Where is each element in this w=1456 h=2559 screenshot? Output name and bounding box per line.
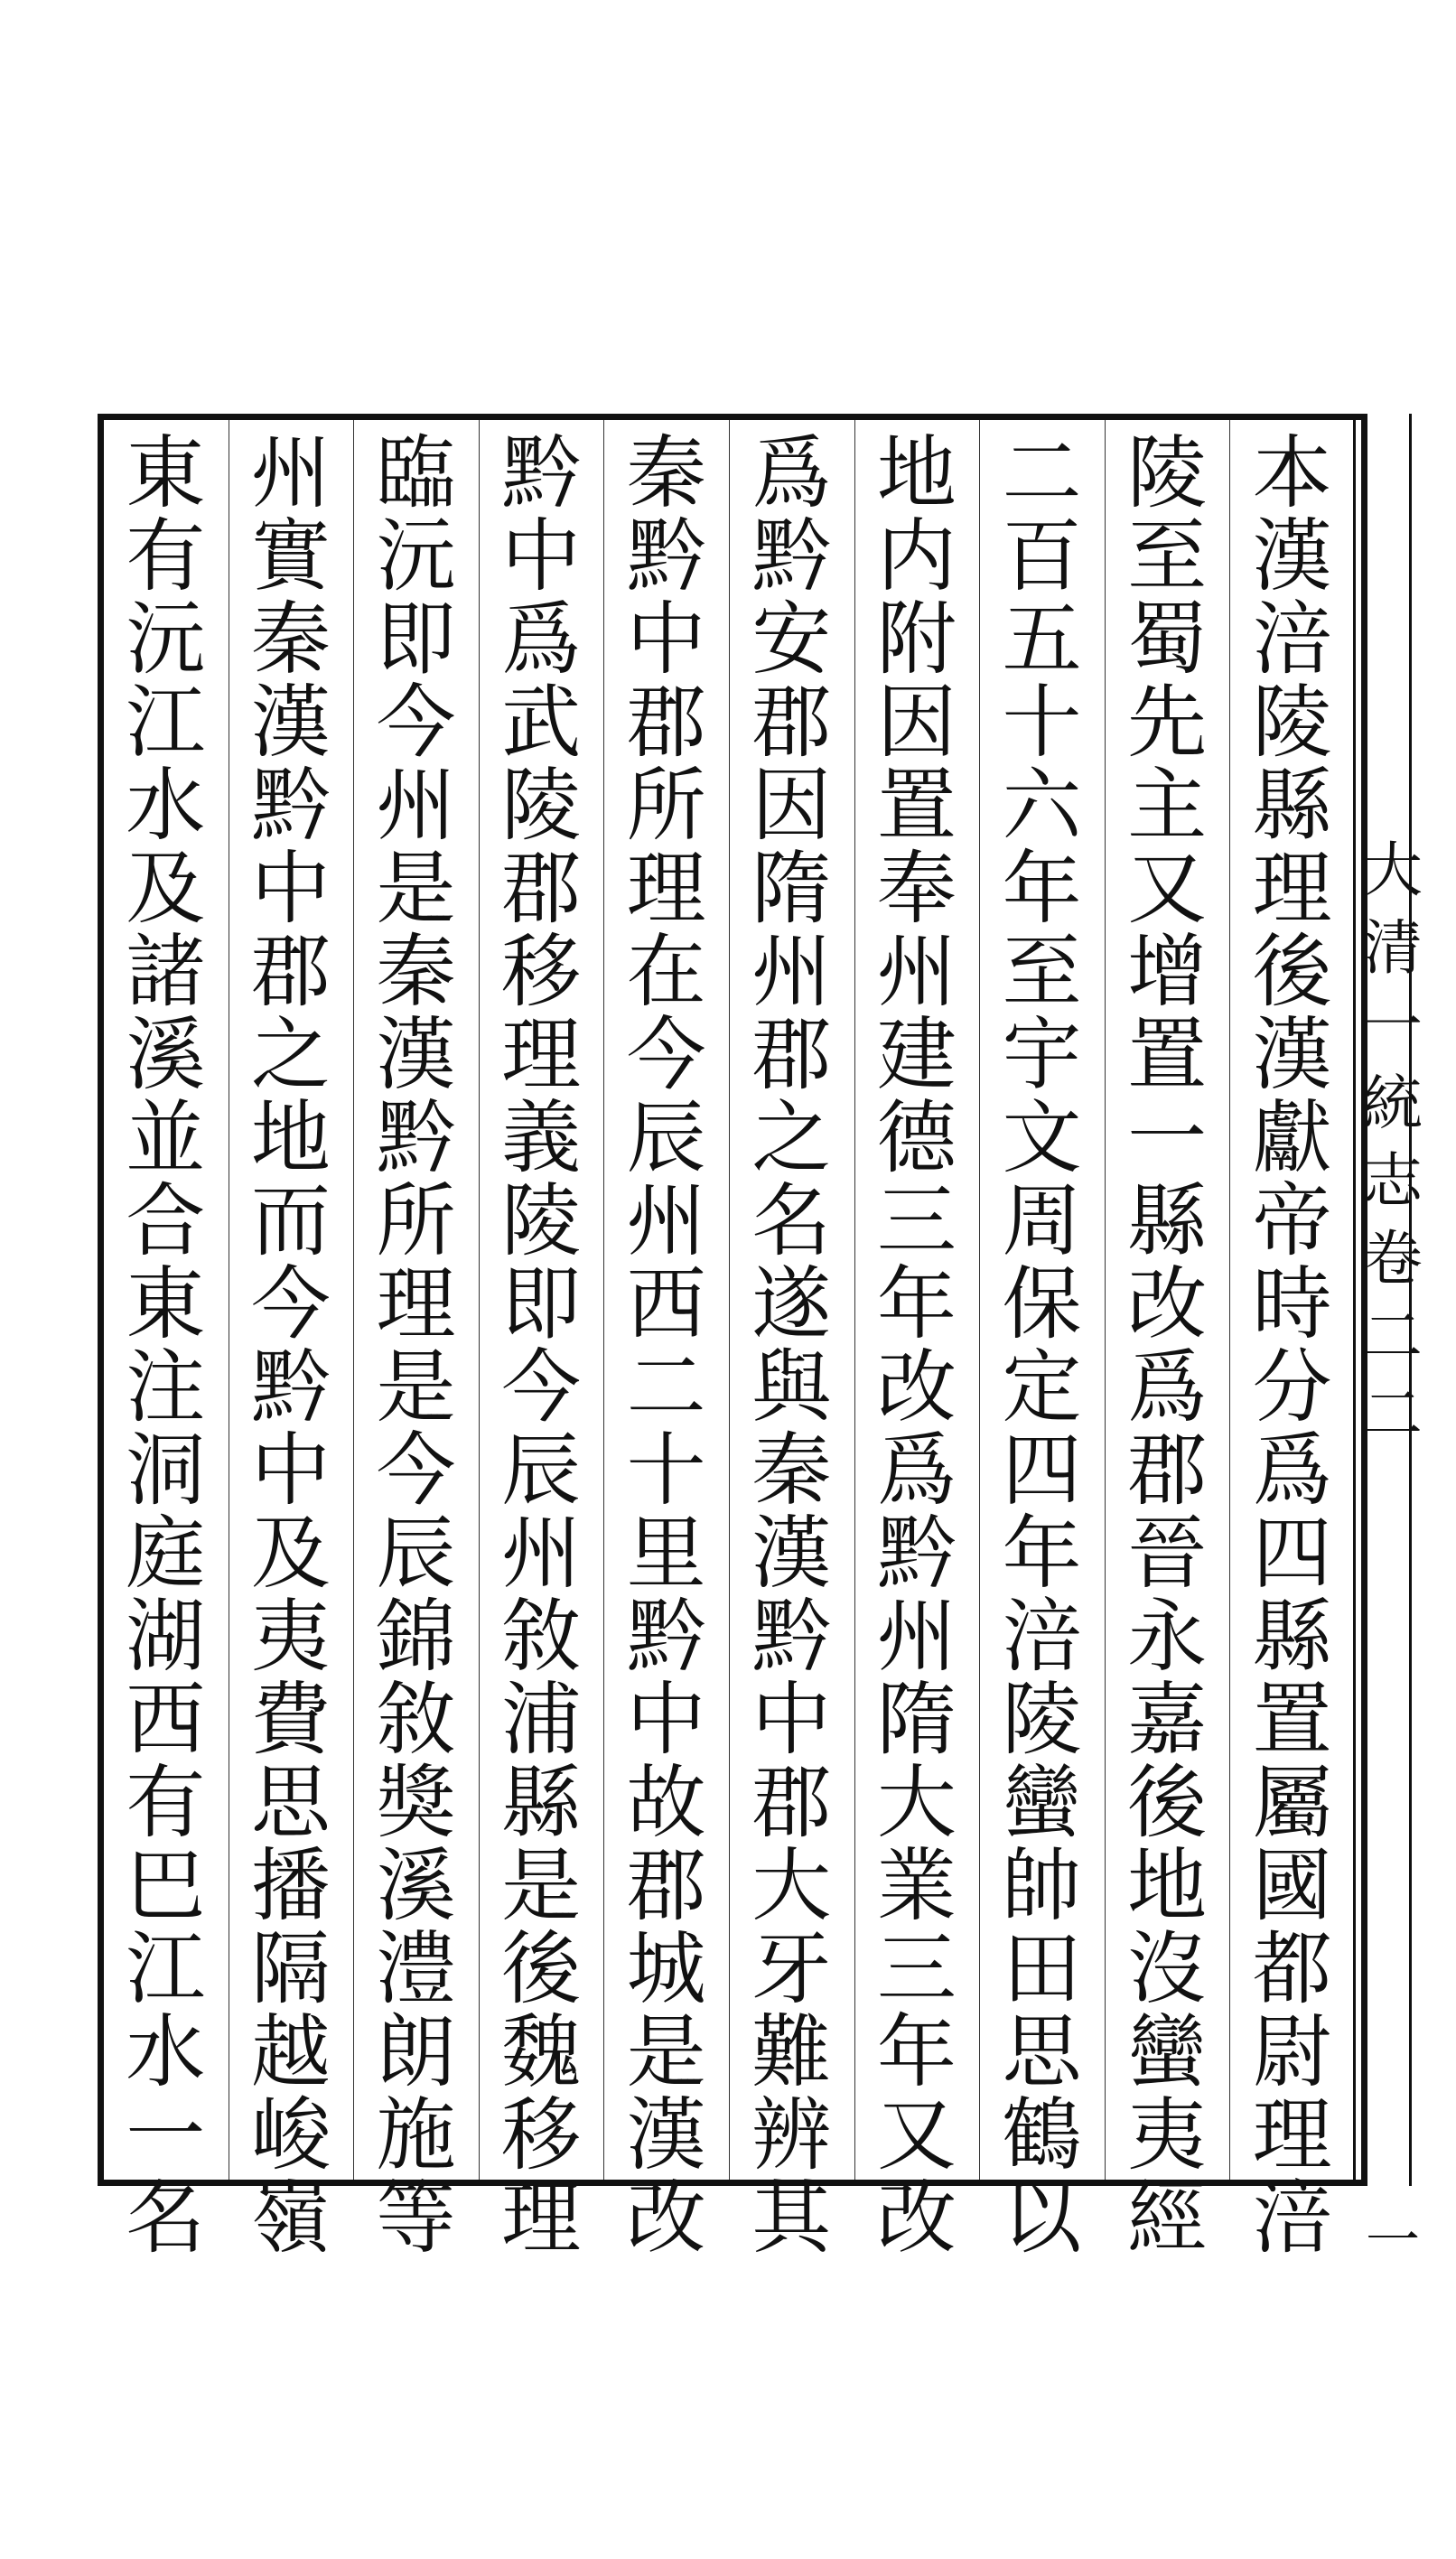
column-character: 費 [250, 1673, 331, 1766]
column-character: 武 [501, 676, 582, 769]
column-character: 江 [126, 1922, 206, 2015]
column-character: 置 [1127, 1008, 1208, 1101]
column-character: 沅 [126, 593, 206, 686]
column-character: 今 [250, 1257, 331, 1350]
column-character: 西 [126, 1673, 206, 1766]
column-character: 五 [1002, 593, 1082, 686]
column-character: 黔 [250, 759, 331, 852]
column-character: 三 [876, 1922, 957, 2015]
column-character: 中 [751, 1673, 832, 1766]
column-character: 諸 [126, 925, 206, 1018]
column-character: 魏 [501, 2005, 582, 2098]
column-character: 理 [1252, 2088, 1332, 2181]
column-character: 年 [876, 2005, 957, 2098]
column-character: 涪 [1252, 593, 1332, 686]
column-character: 洞 [126, 1424, 206, 1517]
column-character: 州 [626, 1174, 706, 1267]
column-character: 在 [626, 925, 706, 1018]
column-character: 時 [1252, 1257, 1332, 1350]
column-character: 其 [751, 2171, 832, 2265]
column-character: 水 [126, 759, 206, 852]
column-character: 黔 [626, 509, 706, 602]
column-character: 地 [876, 426, 957, 519]
column-character: 朗 [376, 2005, 456, 2098]
column-character: 陵 [1252, 676, 1332, 769]
column-character: 溪 [126, 1008, 206, 1101]
column-character: 郡 [501, 842, 582, 935]
column-character: 即 [501, 1257, 582, 1350]
gutter-title-character: 志 [1363, 1146, 1423, 1216]
column-character: 嶺 [250, 2171, 331, 2265]
text-column [746, 426, 836, 2265]
column-character: 陵 [1127, 426, 1208, 519]
column-character: 思 [1002, 2005, 1082, 2098]
column-character: 郡 [626, 676, 706, 769]
column-character: 爲 [1127, 1340, 1208, 1434]
column-character: 地 [250, 1091, 331, 1184]
column-character: 東 [126, 1257, 206, 1350]
column-character: 黔 [501, 426, 582, 519]
column-character: 郡 [250, 925, 331, 1018]
column-character: 城 [626, 1922, 706, 2015]
column-character: 隔 [250, 1922, 331, 2015]
text-column [496, 426, 586, 2265]
column-character: 爲 [501, 593, 582, 686]
column-character: 名 [126, 2171, 206, 2265]
gutter-title-character: 大 [1363, 836, 1423, 905]
column-character: 大 [751, 1839, 832, 1932]
column-character: 田 [1002, 1922, 1082, 2015]
column-character: 爲 [751, 426, 832, 519]
column-character: 溪 [376, 1839, 456, 1932]
column-character: 敘 [376, 1673, 456, 1766]
column-character: 涪 [1252, 2171, 1332, 2265]
column-character: 十 [626, 1424, 706, 1517]
text-column [997, 426, 1087, 2265]
column-character: 中 [250, 842, 331, 935]
column-character: 夷 [1127, 2088, 1208, 2181]
column-character: 漢 [250, 676, 331, 769]
column-character: 百 [1002, 509, 1082, 602]
column-character: 嘉 [1127, 1673, 1208, 1766]
column-character: 改 [876, 2171, 957, 2265]
column-character: 陵 [501, 1174, 582, 1267]
column-character: 改 [876, 1340, 957, 1434]
column-divider [1229, 420, 1230, 2180]
column-character: 中 [626, 1673, 706, 1766]
text-column [1247, 426, 1338, 2265]
column-character: 黔 [626, 1590, 706, 1683]
column-character: 因 [751, 759, 832, 852]
column-character: 漢 [376, 1008, 456, 1101]
column-character: 是 [376, 842, 456, 935]
column-character: 辰 [376, 1507, 456, 1600]
column-character: 郡 [751, 676, 832, 769]
column-character: 有 [126, 509, 206, 602]
column-character: 庭 [126, 1507, 206, 1600]
text-column [872, 426, 962, 2265]
text-column [120, 426, 210, 2265]
column-character: 州 [876, 1590, 957, 1683]
column-character: 改 [626, 2171, 706, 2265]
column-character: 夷 [250, 1590, 331, 1683]
column-character: 及 [126, 842, 206, 935]
column-character: 遂 [751, 1257, 832, 1350]
column-divider [603, 420, 604, 2180]
column-character: 獎 [376, 1756, 456, 1849]
column-character: 今 [376, 1424, 456, 1517]
column-character: 後 [1252, 925, 1332, 1018]
column-character: 之 [250, 1008, 331, 1101]
column-character: 奉 [876, 842, 957, 935]
column-character: 至 [1002, 925, 1082, 1018]
column-character: 經 [1127, 2171, 1208, 2265]
column-character: 本 [1252, 426, 1332, 519]
column-character: 注 [126, 1340, 206, 1434]
column-character: 浦 [501, 1673, 582, 1766]
gutter-title-character: 統 [1363, 1069, 1423, 1138]
column-character: 峻 [250, 2088, 331, 2181]
column-character: 名 [751, 1174, 832, 1267]
column-character: 分 [1252, 1340, 1332, 1434]
column-character: 黔 [876, 1507, 957, 1600]
column-character: 大 [876, 1756, 957, 1849]
column-character: 辰 [626, 1091, 706, 1184]
column-character: 隋 [876, 1673, 957, 1766]
column-character: 西 [626, 1257, 706, 1350]
column-character: 理 [376, 1257, 456, 1350]
column-character: 故 [626, 1756, 706, 1849]
column-character: 理 [626, 842, 706, 935]
column-character: 周 [1002, 1174, 1082, 1267]
page-number: 一 [1366, 2209, 1420, 2273]
column-character: 沒 [1127, 1922, 1208, 2015]
column-character: 郡 [751, 1008, 832, 1101]
column-character: 六 [1002, 759, 1082, 852]
column-character: 州 [876, 925, 957, 1018]
column-character: 陵 [1002, 1673, 1082, 1766]
column-character: 郡 [751, 1756, 832, 1849]
column-divider [854, 420, 855, 2180]
column-character: 鶴 [1002, 2088, 1082, 2181]
column-character: 州 [376, 759, 456, 852]
column-character: 漢 [751, 1507, 832, 1600]
column-character: 十 [1002, 676, 1082, 769]
column-divider [729, 420, 730, 2180]
column-character: 水 [126, 2005, 206, 2098]
column-character: 中 [250, 1424, 331, 1517]
column-character: 先 [1127, 676, 1208, 769]
column-character: 今 [501, 1340, 582, 1434]
column-character: 宇 [1002, 1008, 1082, 1101]
column-character: 沅 [376, 509, 456, 602]
column-character: 改 [1127, 1257, 1208, 1350]
gutter-title-character: 卷 [1363, 1224, 1423, 1294]
column-character: 一 [1127, 1091, 1208, 1184]
column-character: 主 [1127, 759, 1208, 852]
text-column [371, 426, 462, 2265]
column-character: 二 [626, 1340, 706, 1434]
column-character: 尉 [1252, 2005, 1332, 2098]
column-character: 等 [376, 2171, 456, 2265]
column-character: 後 [501, 1922, 582, 2015]
column-character: 辨 [751, 2088, 832, 2181]
column-character: 及 [250, 1507, 331, 1600]
text-column [621, 426, 712, 2265]
column-character: 施 [376, 2088, 456, 2181]
column-character: 年 [876, 1257, 957, 1350]
column-character: 所 [376, 1174, 456, 1267]
column-character: 四 [1002, 1424, 1082, 1517]
column-character: 文 [1002, 1091, 1082, 1184]
column-character: 一 [126, 2088, 206, 2181]
column-character: 以 [1002, 2171, 1082, 2265]
column-character: 安 [751, 593, 832, 686]
column-character: 移 [501, 2088, 582, 2181]
column-character: 理 [501, 1008, 582, 1101]
column-character: 爲 [876, 1424, 957, 1517]
column-character: 蠻 [1002, 1756, 1082, 1849]
column-divider [979, 420, 980, 2180]
column-character: 牙 [751, 1922, 832, 2015]
column-character: 敘 [501, 1590, 582, 1683]
column-character: 附 [876, 593, 957, 686]
column-character: 縣 [1252, 759, 1332, 852]
column-character: 定 [1002, 1340, 1082, 1434]
column-character: 縣 [1252, 1590, 1332, 1683]
column-character: 中 [626, 593, 706, 686]
column-character: 之 [751, 1091, 832, 1184]
column-character: 秦 [751, 1424, 832, 1517]
column-character: 又 [876, 2088, 957, 2181]
column-divider [479, 420, 480, 2180]
column-character: 年 [1002, 842, 1082, 935]
column-character: 帝 [1252, 1174, 1332, 1267]
column-character: 都 [1252, 1922, 1332, 2015]
column-character: 湖 [126, 1590, 206, 1683]
column-character: 理 [1252, 842, 1332, 935]
column-character: 秦 [626, 426, 706, 519]
gutter-title-character: 二 [1363, 1302, 1423, 1371]
column-character: 獻 [1252, 1091, 1332, 1184]
column-character: 州 [250, 426, 331, 519]
column-character: 保 [1002, 1257, 1082, 1350]
column-character: 蠻 [1127, 2005, 1208, 2098]
column-character: 州 [501, 1507, 582, 1600]
column-character: 屬 [1252, 1756, 1332, 1849]
column-character: 秦 [376, 925, 456, 1018]
column-character: 難 [751, 2005, 832, 2098]
text-column [1122, 426, 1212, 2265]
column-character: 秦 [250, 593, 331, 686]
column-character: 巴 [126, 1839, 206, 1932]
column-character: 澧 [376, 1922, 456, 2015]
column-character: 二 [1002, 426, 1082, 519]
column-character: 江 [126, 676, 206, 769]
column-character: 郡 [626, 1839, 706, 1932]
column-character: 錦 [376, 1590, 456, 1683]
column-character: 播 [250, 1839, 331, 1932]
column-character: 四 [1252, 1507, 1332, 1600]
column-character: 國 [1252, 1839, 1332, 1932]
page-gutter [1353, 414, 1423, 2273]
gutter-title-character: 二 [1363, 1379, 1423, 1449]
column-character: 東 [126, 426, 206, 519]
column-character: 臨 [376, 426, 456, 519]
column-character: 蜀 [1127, 593, 1208, 686]
column-character: 德 [876, 1091, 957, 1184]
column-character: 建 [876, 1008, 957, 1101]
column-character: 實 [250, 509, 331, 602]
column-character: 辰 [501, 1424, 582, 1517]
column-character: 後 [1127, 1756, 1208, 1849]
column-character: 業 [876, 1839, 957, 1932]
gutter-title-character: 清 [1363, 913, 1423, 983]
column-character: 黔 [751, 509, 832, 602]
column-character: 内 [876, 509, 957, 602]
column-character: 中 [501, 509, 582, 602]
column-character: 又 [1127, 842, 1208, 935]
column-divider [353, 420, 354, 2180]
column-character: 增 [1127, 925, 1208, 1018]
text-column [246, 426, 336, 2265]
column-character: 地 [1127, 1839, 1208, 1932]
column-character: 所 [626, 759, 706, 852]
column-character: 越 [250, 2005, 331, 2098]
column-character: 今 [626, 1008, 706, 1101]
column-character: 永 [1127, 1590, 1208, 1683]
column-character: 漢 [626, 2088, 706, 2181]
column-character: 三 [876, 1174, 957, 1267]
column-character: 州 [751, 925, 832, 1018]
column-character: 陵 [501, 759, 582, 852]
column-character: 理 [501, 2171, 582, 2265]
column-character: 黔 [376, 1091, 456, 1184]
column-character: 涪 [1002, 1590, 1082, 1683]
column-character: 郡 [1127, 1424, 1208, 1517]
column-character: 漢 [1252, 509, 1332, 602]
column-character: 義 [501, 1091, 582, 1184]
column-character: 是 [376, 1340, 456, 1434]
gutter-title-character: 一 [1363, 991, 1423, 1060]
column-character: 是 [501, 1839, 582, 1932]
column-character: 是 [626, 2005, 706, 2098]
column-character: 年 [1002, 1507, 1082, 1600]
gutter-title [1363, 836, 1423, 1449]
column-character: 今 [376, 676, 456, 769]
column-character: 黔 [751, 1590, 832, 1683]
column-divider [1105, 420, 1106, 2180]
column-character: 與 [751, 1340, 832, 1434]
column-character: 縣 [1127, 1174, 1208, 1267]
column-character: 里 [626, 1507, 706, 1600]
column-character: 置 [876, 759, 957, 852]
column-character: 縣 [501, 1756, 582, 1849]
column-character: 思 [250, 1756, 331, 1849]
column-character: 爲 [1252, 1424, 1332, 1517]
column-character: 漢 [1252, 1008, 1332, 1101]
column-character: 即 [376, 593, 456, 686]
column-character: 至 [1127, 509, 1208, 602]
column-character: 置 [1252, 1673, 1332, 1766]
gutter-left-rule [1353, 414, 1356, 2186]
column-character: 而 [250, 1174, 331, 1267]
column-character: 合 [126, 1174, 206, 1267]
column-character: 黔 [250, 1340, 331, 1434]
column-character: 並 [126, 1091, 206, 1184]
column-character: 帥 [1002, 1839, 1082, 1932]
column-character: 移 [501, 925, 582, 1018]
column-character: 有 [126, 1756, 206, 1849]
column-character: 因 [876, 676, 957, 769]
column-character: 晉 [1127, 1507, 1208, 1600]
column-character: 隋 [751, 842, 832, 935]
